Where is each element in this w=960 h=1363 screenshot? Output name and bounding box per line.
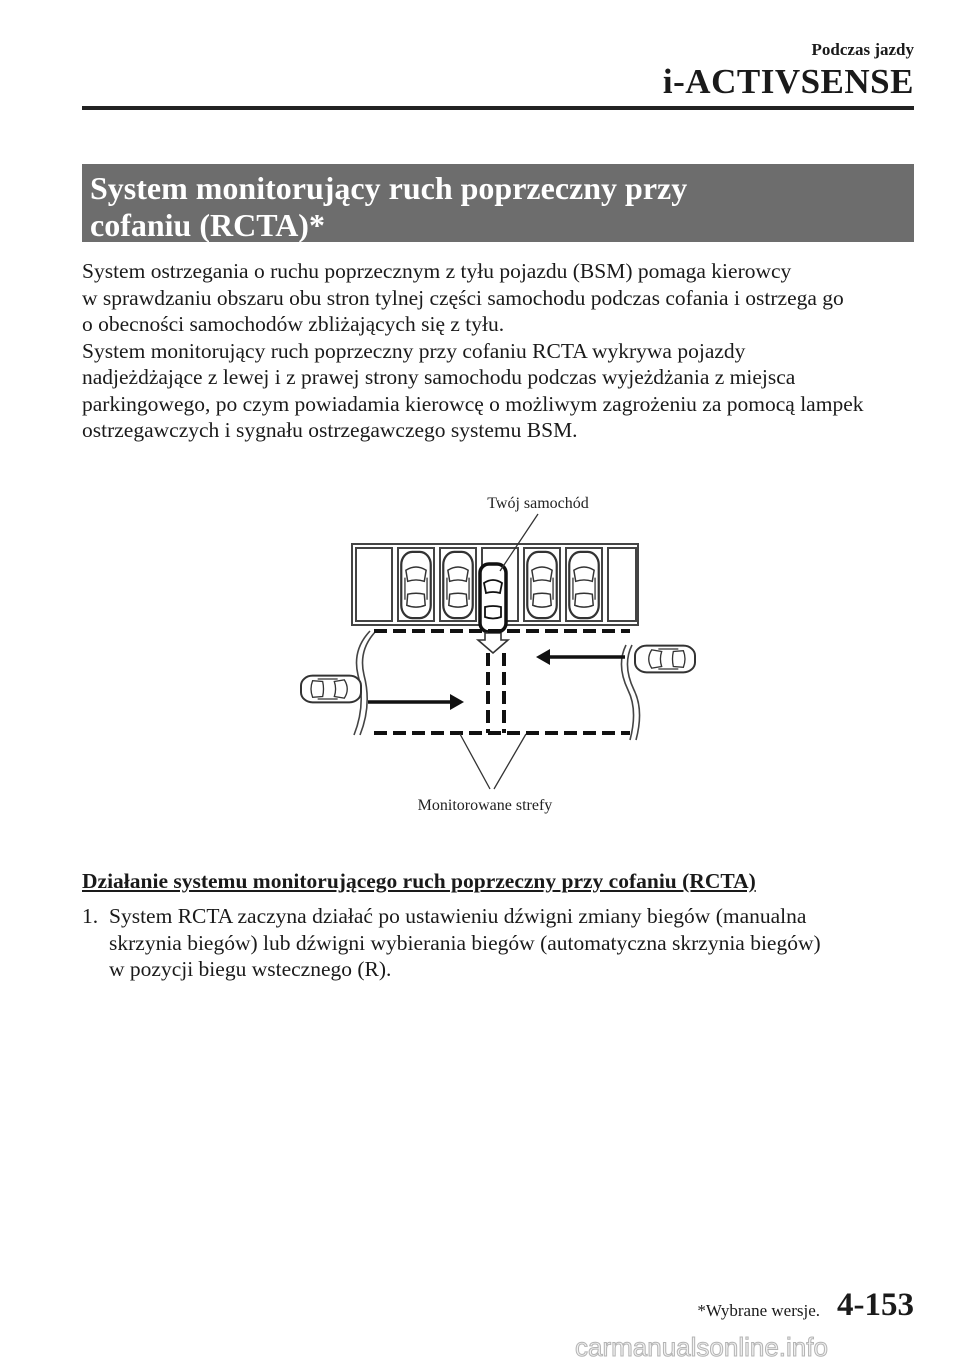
section-label: Podczas jazdy — [811, 40, 914, 59]
footer-note: *Wybrane wersje. — [697, 1301, 820, 1320]
step-line: skrzynia biegów) lub dźwigni wybierania biegów (automatyczna skrzynia biegów) — [109, 930, 821, 955]
chapter-title: i-ACTIVSENSE — [662, 62, 914, 101]
step-line: w pozycji biegu wstecznego (R). — [109, 957, 392, 981]
step-text — [109, 903, 821, 983]
rcta-diagram-svg — [290, 485, 710, 825]
header-divider — [82, 106, 914, 110]
label-own-car: Twój samochód — [487, 495, 589, 512]
step-item — [82, 903, 922, 983]
parked-car-icon — [527, 552, 556, 618]
approach-arrow-right-icon — [536, 649, 625, 665]
rcta-diagram — [290, 485, 710, 825]
parked-car-icon — [569, 552, 598, 618]
zones-callout-lines — [460, 734, 526, 789]
section-title-banner — [82, 164, 914, 242]
section-title-line-2: cofaniu (RCTA)* — [90, 207, 325, 243]
parked-car-icon — [401, 552, 430, 618]
approach-arrow-left-icon — [368, 694, 464, 710]
monitored-zone-outline — [374, 631, 630, 733]
intro-line: ostrzegawczych i sygnału ostrzegawczego systemu BSM. — [82, 418, 578, 442]
subsection-heading: Działanie systemu monitorującego ruch poprzeczny przy cofaniu (RCTA) — [82, 869, 756, 893]
parked-car-icon — [443, 552, 472, 618]
page-number: 4-153 — [837, 1287, 914, 1323]
label-monitored-zones: Monitorowane strefy — [417, 797, 553, 814]
intro-line: o obecności samochodów zbliżających się z tyłu. — [82, 312, 505, 336]
intro-line: w sprawdzaniu obszaru obu stron tylnej części samochodu podczas cofania i ostrzega go — [82, 285, 844, 310]
intro-line: System monitorujący ruch poprzeczny przy cofaniu RCTA wykrywa pojazdy — [82, 338, 746, 363]
steps-list — [82, 903, 922, 983]
step-number: 1. — [82, 904, 99, 928]
approaching-car-right-icon — [635, 646, 695, 673]
approaching-car-left-icon — [301, 676, 361, 703]
reverse-arrow-icon — [478, 633, 508, 653]
intro-paragraph — [82, 258, 922, 444]
intro-line: parkingowego, po czym powiadamia kierowcę o możliwym zagrożeniu za pomocą lampek — [82, 391, 864, 416]
intro-line: nadjeżdżające z lewej i z prawej strony samochodu podczas wyjeżdżania z miejsca — [82, 365, 796, 389]
step-line: System RCTA zaczyna działać po ustawieniu dźwigni zmiany biegów (manualna — [109, 904, 807, 928]
section-title-line-1: System monitorujący ruch poprzeczny przy — [90, 170, 688, 206]
watermark: carmanualsonline.info — [575, 1332, 828, 1362]
intro-line: System ostrzegania o ruchu poprzecznym z tyłu pojazdu (BSM) pomaga kierowcy — [82, 259, 792, 283]
own-car-icon — [480, 564, 506, 632]
